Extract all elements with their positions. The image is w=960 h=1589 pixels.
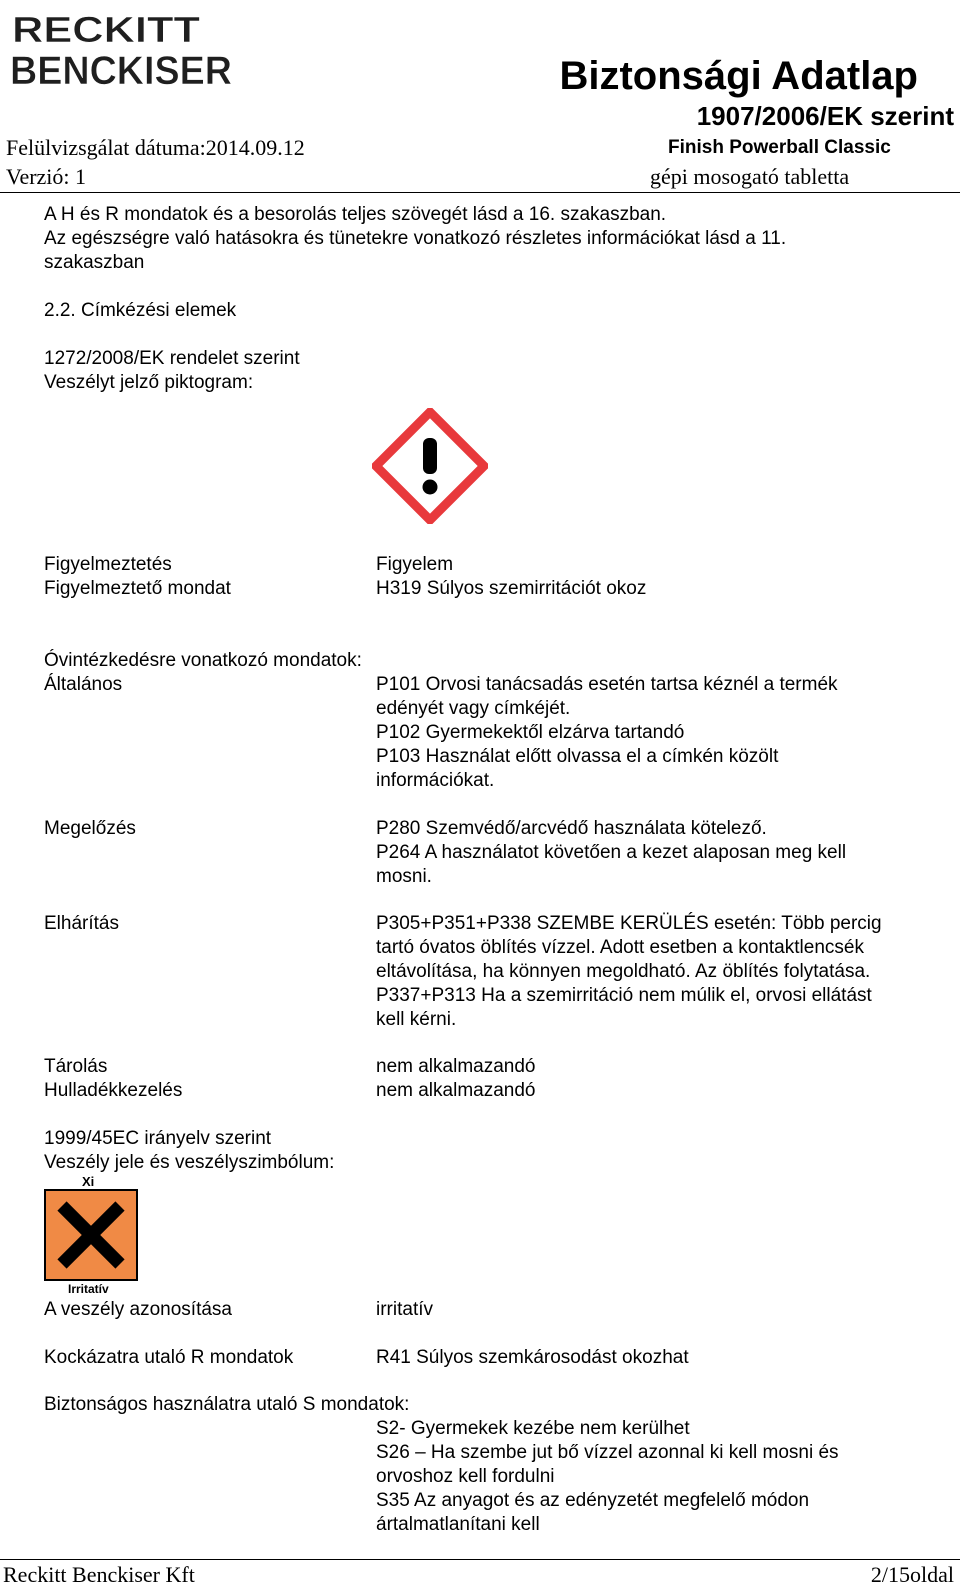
prevention-line: mosni. <box>376 866 432 887</box>
general-line: információkat. <box>376 770 495 791</box>
intro-line-3: szakaszban <box>44 252 145 273</box>
response-line: eltávolítása, ha könnyen megoldható. Az öblítés folytatása. <box>376 961 871 982</box>
response-line: tartó óvatos öblítés vízzel. Adott esetben a kontaktlencsék <box>376 937 864 958</box>
section-heading: 2.2. Címkézési elemek <box>44 300 237 321</box>
pictogram-label: Veszélyt jelző piktogram: <box>44 372 254 393</box>
xi-caption: Irritatív <box>68 1282 109 1296</box>
hazard-identification-label: A veszély azonosítása <box>44 1299 232 1320</box>
general-line: P101 Orvosi tanácsadás esetén tartsa kéznél a termék <box>376 674 838 695</box>
company-logo <box>8 6 233 90</box>
storage-value: nem alkalmazandó <box>376 1056 536 1077</box>
hazard-statement-label: Figyelmeztető mondat <box>44 578 231 599</box>
exclamation-bar <box>423 438 437 474</box>
revision-date: Felülvizsgálat dátuma:2014.09.12 <box>6 135 305 160</box>
intro-line-2: Az egészségre való hatásokra és tünetekre vonatkozó részletes információkat lásd a 11. <box>44 228 787 249</box>
logo-line1: RECKITT <box>12 9 200 50</box>
prevention-line: P264 A használatot követően a kezet alaposan meg kell <box>376 842 847 863</box>
general-line: P103 Használat előtt olvassa el a címkén közölt <box>376 746 779 767</box>
general-line: P102 Gyermekektől elzárva tartandó <box>376 722 685 743</box>
storage-label: Tárolás <box>44 1056 108 1077</box>
footer-company: Reckitt Benckiser Kft <box>3 1562 195 1587</box>
s-phrase-line: S2- Gyermekek kezébe nem kerülhet <box>376 1418 690 1439</box>
xi-code: Xi <box>82 1174 95 1189</box>
version: Verzió: 1 <box>6 164 87 189</box>
precautionary-heading: Óvintézkedésre vonatkozó mondatok: <box>44 650 362 671</box>
page-number: 2/15oldal <box>870 1562 954 1587</box>
response-line: P305+P351+P338 SZEMBE KERÜLÉS esetén: Több percig <box>376 913 882 934</box>
response-label: Elhárítás <box>44 913 119 934</box>
hazard-identification-value: irritatív <box>376 1299 433 1320</box>
product-type: gépi mosogató tabletta <box>650 164 850 189</box>
product-name: Finish Powerball Classic <box>668 137 891 158</box>
response-line: P337+P313 Ha a szemirritáció nem múlik el, orvosi ellátást <box>376 985 872 1006</box>
clp-regulation: 1272/2008/EK rendelet szerint <box>44 348 300 369</box>
footer-divider <box>0 1559 960 1560</box>
general-line: edényét vagy címkéjét. <box>376 698 571 719</box>
intro-line-1: A H és R mondatok és a besorolás teljes szövegét lásd a 16. szakaszban. <box>44 204 667 225</box>
ghs-exclamation-icon <box>372 408 488 524</box>
response-line: kell kérni. <box>376 1009 457 1030</box>
logo-line2: BENCKISER <box>10 49 233 90</box>
disposal-value: nem alkalmazandó <box>376 1080 536 1101</box>
prevention-label: Megelőzés <box>44 818 136 839</box>
s-phrases-heading: Biztonságos használatra utaló S mondatok: <box>44 1394 410 1415</box>
r-phrases-label: Kockázatra utaló R mondatok <box>44 1347 294 1368</box>
xi-irritant-icon <box>44 1189 138 1281</box>
s-phrase-line: S26 – Ha szembe jut bő vízzel azonnal ki kell mosni és <box>376 1442 839 1463</box>
s-phrase-line: orvoshoz kell fordulni <box>376 1466 555 1487</box>
regulation-reference: 1907/2006/EK szerint <box>696 101 954 131</box>
signal-word-value: Figyelem <box>376 554 454 575</box>
signal-word-label: Figyelmeztetés <box>44 554 172 575</box>
r-phrases-value: R41 Súlyos szemkárosodást okozhat <box>376 1347 689 1368</box>
header-divider <box>0 192 960 193</box>
general-label: Általános <box>44 674 123 695</box>
s-phrase-line: S35 Az anyagot és az edényzetét megfelelő módon <box>376 1490 810 1511</box>
disposal-label: Hulladékkezelés <box>44 1080 183 1101</box>
hazard-symbol-label: Veszély jele és veszélyszimbólum: <box>44 1152 335 1173</box>
exclamation-dot <box>423 480 438 495</box>
document-title: Biztonsági Adatlap <box>559 54 918 98</box>
hazard-statement-value: H319 Súlyos szemirritációt okoz <box>376 578 647 599</box>
s-phrase-line: ártalmatlanítani kell <box>376 1514 540 1535</box>
directive-reference: 1999/45EC irányelv szerint <box>44 1128 272 1149</box>
prevention-line: P280 Szemvédő/arcvédő használata kötelező. <box>376 818 767 839</box>
